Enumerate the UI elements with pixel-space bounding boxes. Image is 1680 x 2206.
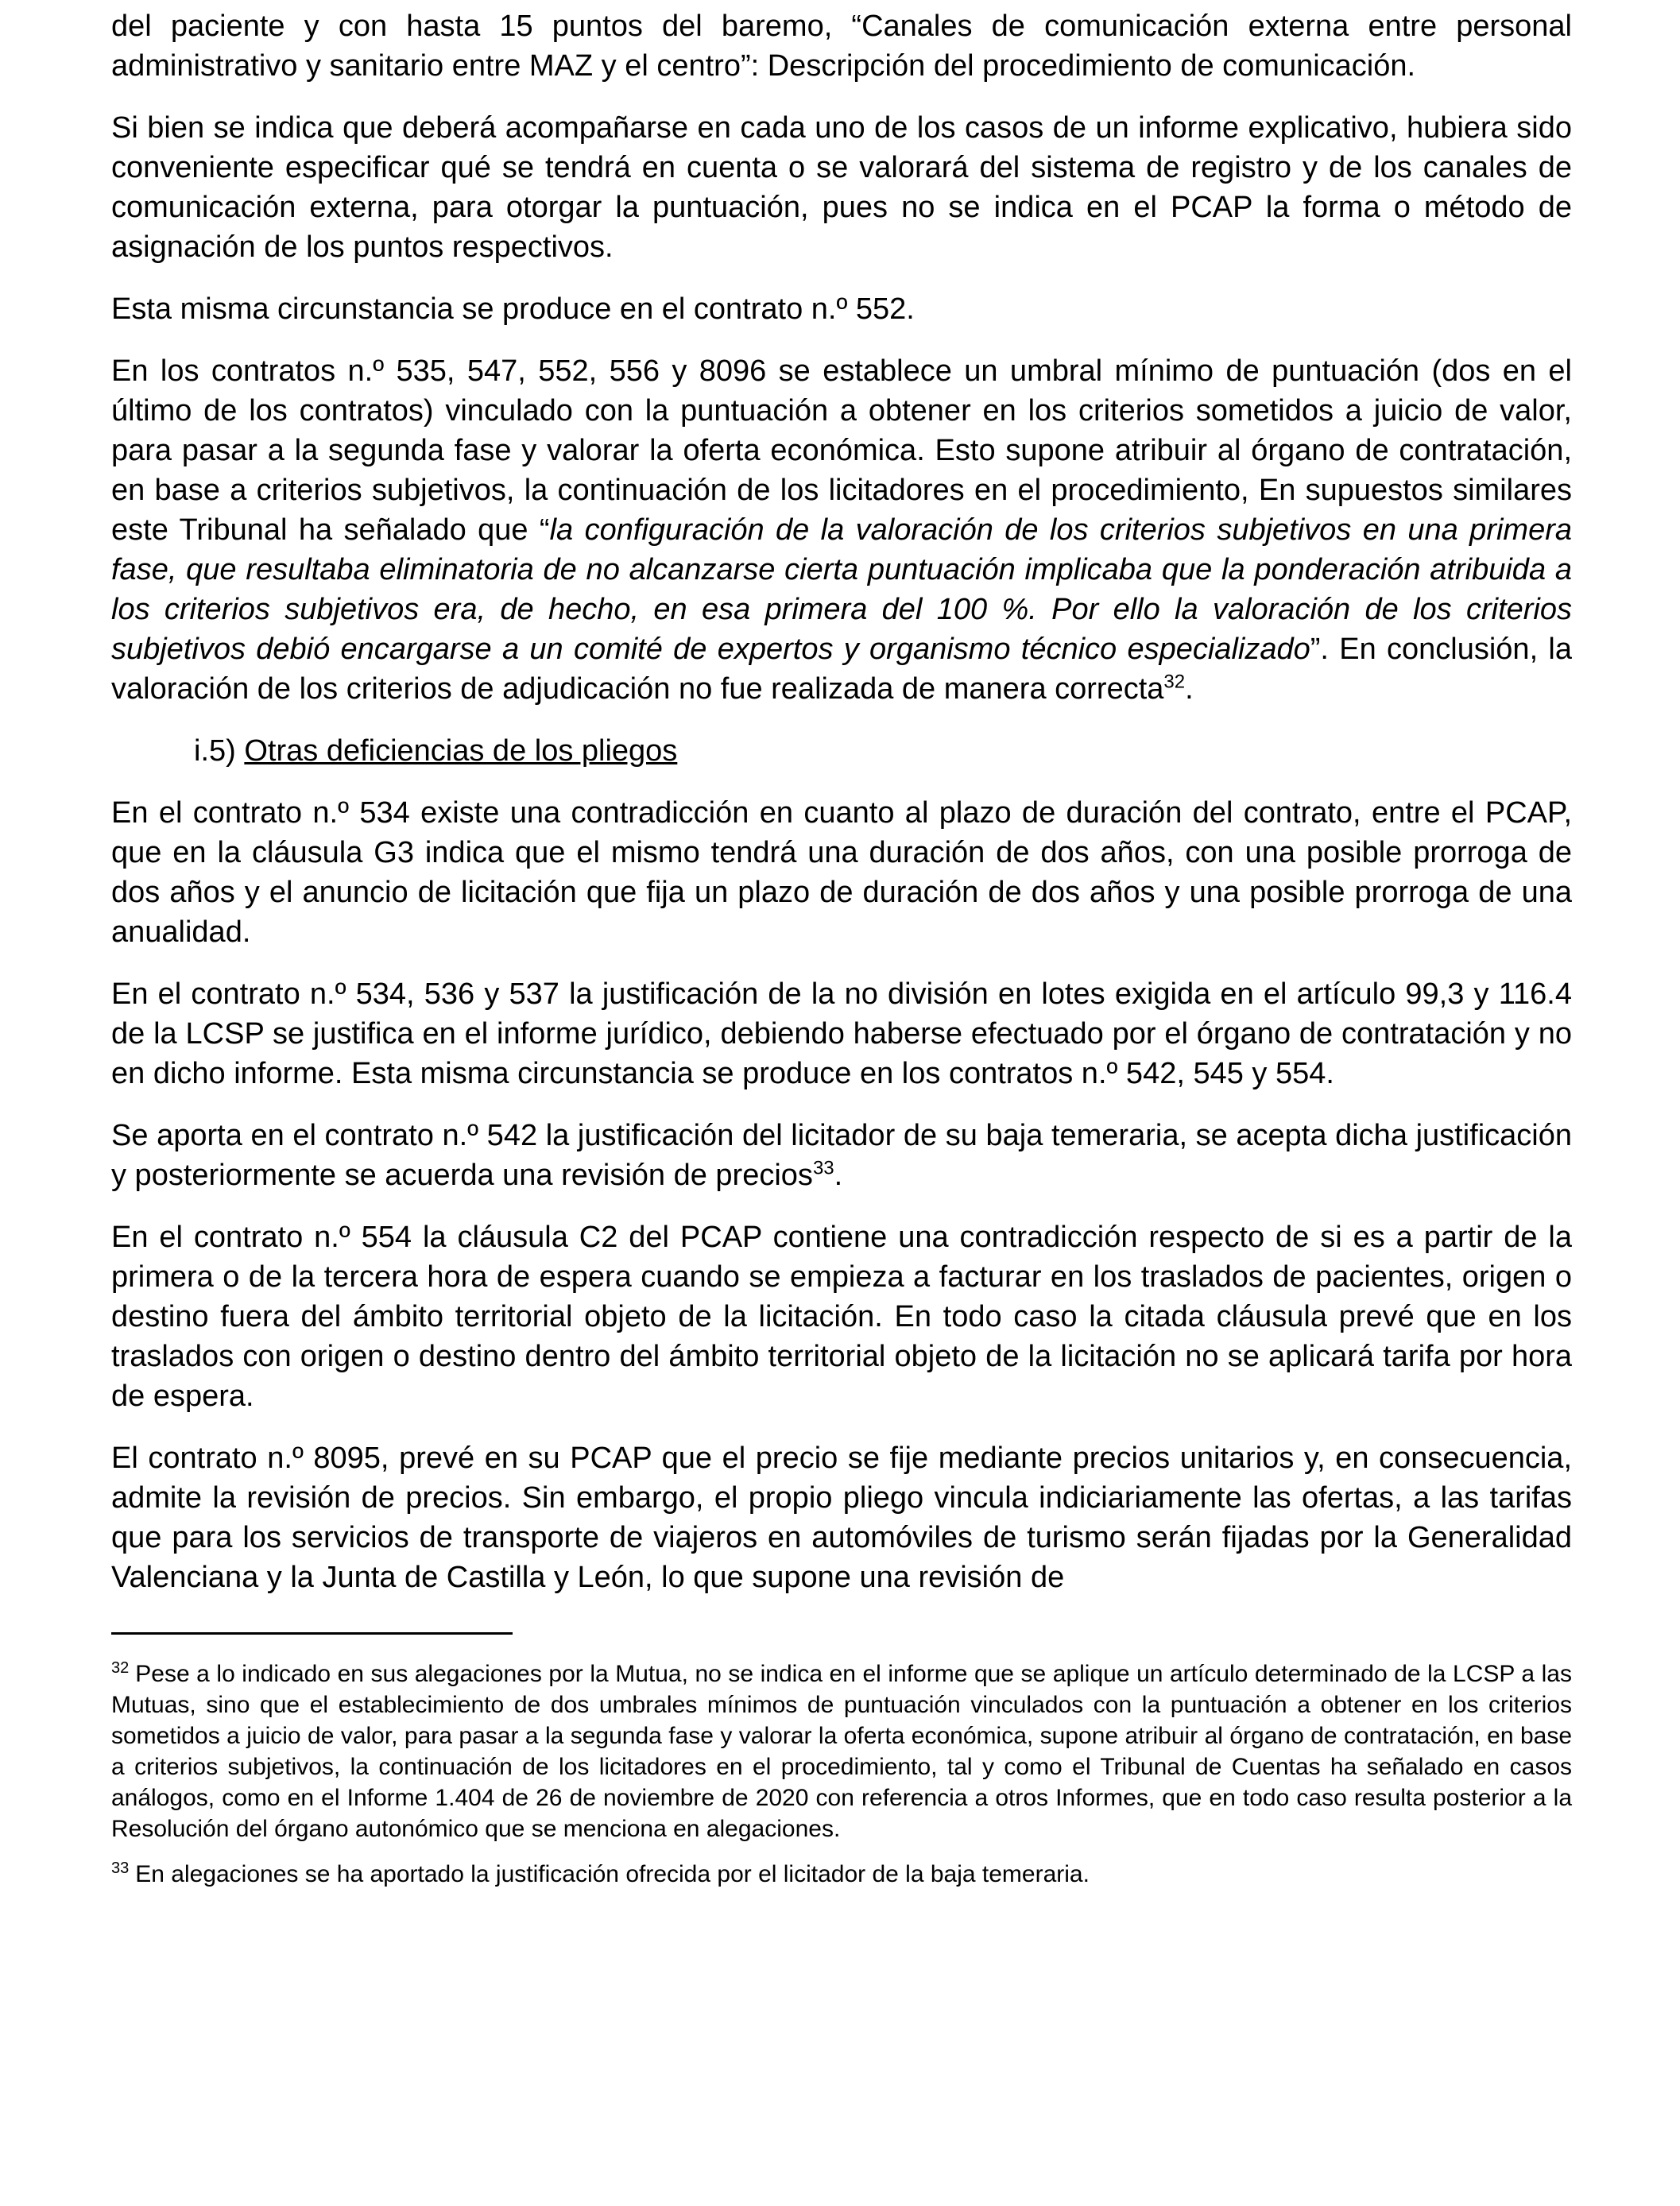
footnote-33 xyxy=(111,1859,1572,1890)
footnote-32-marker: 32 xyxy=(111,1659,130,1677)
paragraph-8 xyxy=(111,1217,1572,1416)
paragraph-2 xyxy=(111,108,1572,267)
paragraph-6 xyxy=(111,974,1572,1093)
paragraph-5-text: En el contrato n.º 534 existe una contradicción en cuanto al plazo de duración del contrato, entre el PCAP, que en la cláusula G3 indica que el mismo tendrá una duración de dos años, con una posible prorroga de dos años y el anuncio de licitación que fija un plazo de duración de dos años y una posible prorroga de una anualidad. xyxy=(111,796,1572,949)
footnote-33-text: En alegaciones se ha aportado la justificación ofrecida por el licitador de la baja temeraria. xyxy=(135,1861,1090,1887)
paragraph-4-period: . xyxy=(1185,672,1194,706)
paragraph-7-text: Se aporta en el contrato n.º 542 la justificación del licitador de su baja temeraria, se acepta dicha justificación y posteriormente se acuerda una revisión de precios xyxy=(111,1119,1572,1192)
paragraph-1 xyxy=(111,6,1572,86)
paragraph-4 xyxy=(111,351,1572,709)
paragraph-6-text: En el contrato n.º 534, 536 y 537 la justificación de la no división en lotes exigida en el artículo 99,3 y 116.4 de la LCSP se justifica en el informe jurídico, debiendo haberse efectuado por el órgano de contratación y no en dicho informe. Esta misma circunstancia se produce en los contratos n.º 542, 545 y 554. xyxy=(111,977,1572,1090)
paragraph-4-lead-text: En los contratos n.º 535, 547, 552, 556 y 8096 se establece un umbral mínimo de puntuación (dos en el último de los contratos) vinculado con la puntuación a obtener en los criterios sometidos a juicio de valor, para pasar a la segunda fase y valorar la oferta económica. Esto supone atribuir al órgano de contratación, en base a criterios subjetivos, la continuación de los licitadores en el procedimiento, En supuestos similares este Tribunal ha señalado que “ xyxy=(111,354,1572,547)
footnote-separator-rule xyxy=(111,1632,513,1635)
footnote-ref-33: 33 xyxy=(812,1157,834,1179)
footnote-33-marker: 33 xyxy=(111,1860,130,1877)
paragraph-8-text: En el contrato n.º 554 la cláusula C2 del PCAP contiene una contradicción respecto de si es a partir de la primera o de la tercera hora de espera cuando se empieza a facturar en los traslados de pacientes, origen o destino fuera del ámbito territorial objeto de la licitación. En todo caso la citada cláusula prevé que en los traslados con origen o destino dentro del ámbito territorial objeto de la licitación no se aplicará tarifa por hora de espera. xyxy=(111,1221,1572,1413)
section-heading-i5 xyxy=(111,731,1572,771)
paragraph-7-period: . xyxy=(834,1159,843,1192)
paragraph-3 xyxy=(111,289,1572,329)
paragraph-9 xyxy=(111,1438,1572,1597)
heading-title: Otras deficiencias de los pliegos xyxy=(244,734,678,768)
paragraph-3-text: Esta misma circunstancia se produce en el contrato n.º 552. xyxy=(111,292,915,326)
paragraph-1-text: del paciente y con hasta 15 puntos del baremo, “Canales de comunicación externa entre personal administrativo y sanitario entre MAZ y el centro”: Descripción del procedimiento de comunicación. xyxy=(111,10,1572,83)
footnote-ref-32: 32 xyxy=(1163,671,1186,693)
paragraph-2-text: Si bien se indica que deberá acompañarse en cada uno de los casos de un informe explicativo, hubiera sido conveniente especificar qué se tendrá en cuenta o se valorará del sistema de registro y de los canales de comunicación externa, para otorgar la puntuación, pues no se indica en el PCAP la forma o método de asignación de los puntos respectivos. xyxy=(111,111,1572,264)
heading-number: i.5) xyxy=(194,734,245,768)
quoted-tribunal-text: la configuración de la valoración de los criterios subjetivos en una primera fase, que resultaba eliminatoria de no alcanzarse cierta puntuación implicaba que la ponderación atribuida a los criterios subjetivos era, de hecho, en esa primera del 100 %. Por ello la valoración de los criterios subjetivos debió encargarse a un comité de expertos y organismo técnico especializado xyxy=(111,513,1572,666)
footnote-32-text: Pese a lo indicado en sus alegaciones por la Mutua, no se indica en el informe que se aplique un artículo determinado de la LCSP a las Mutuas, sino que el establecimiento de dos umbrales mínimos de puntuación vinculados con la puntuación a obtener en los criterios sometidos a juicio de valor, para pasar a la segunda fase y valorar la oferta económica, supone atribuir al órgano de contratación, en base a criterios subjetivos, la continuación de los licitadores en el procedimiento, tal y como el Tribunal de Cuentas ha señalado en casos análogos, como en el Informe 1.404 de 26 de noviembre de 2020 con referencia a otros Informes, que en todo caso resulta posterior a la Resolución del órgano autonómico que se menciona en alegaciones. xyxy=(111,1661,1572,1842)
paragraph-4-closing-text: ”. En conclusión, la valoración de los criterios de adjudicación no fue realizada de manera correcta xyxy=(111,633,1572,706)
footnotes-section xyxy=(111,1658,1572,1890)
paragraph-7 xyxy=(111,1116,1572,1195)
footnote-32 xyxy=(111,1658,1572,1844)
paragraph-5 xyxy=(111,793,1572,952)
paragraph-9-text: El contrato n.º 8095, prevé en su PCAP que el precio se fije mediante precios unitarios y, en consecuencia, admite la revisión de precios. Sin embargo, el propio pliego vincula indiciariamente las ofertas, a las tarifas que para los servicios de transporte de viajeros en automóviles de turismo serán fijadas por la Generalidad Valenciana y la Junta de Castilla y León, lo que supone una revisión de xyxy=(111,1442,1572,1594)
